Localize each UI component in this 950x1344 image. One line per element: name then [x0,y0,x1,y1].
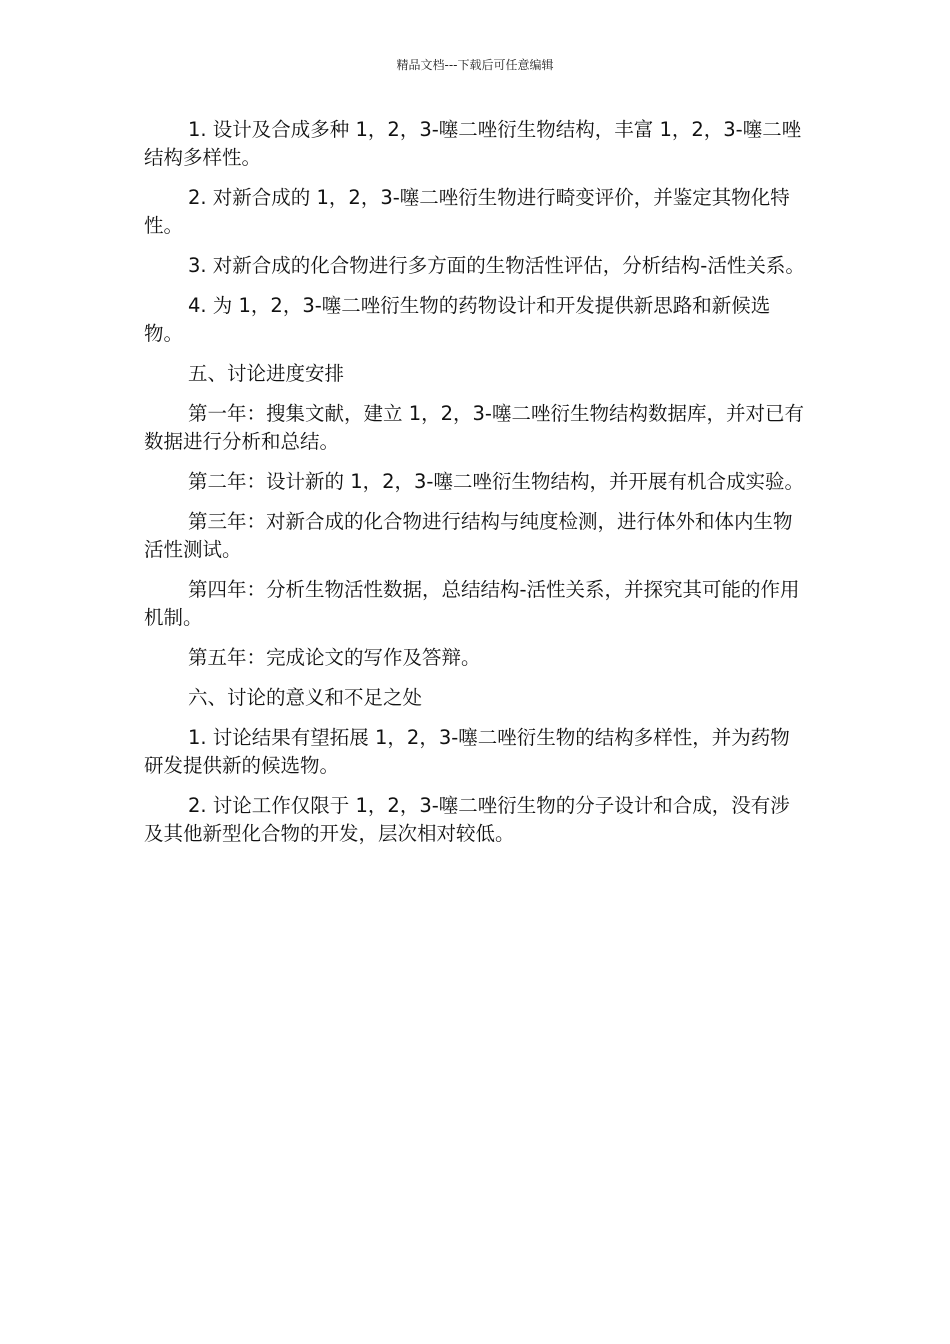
page-header: 精品文档---下载后可任意编辑 [396,58,554,72]
section-heading-significance: 六、讨论的意义和不足之处 [188,686,423,709]
objective-2: 2. 对新合成的 1，2，3-噻二唑衍生物进行畸变评价，并鉴定其物化特性。 [144,186,790,237]
objective-3: 3. 对新合成的化合物进行多方面的生物活性评估，分析结构-活性关系。 [188,254,805,277]
schedule-year-1: 第一年：搜集文献，建立 1，2，3-噻二唑衍生物结构数据库，并对已有数据进行分析和总结。 [144,402,804,453]
schedule-year-2: 第二年：设计新的 1，2，3-噻二唑衍生物结构，并开展有机合成实验。 [188,470,804,493]
significance-item-1: 1. 讨论结果有望拓展 1，2，3-噻二唑衍生物的结构多样性，并为药物研发提供新的候选物。 [144,726,790,777]
objective-1: 1. 设计及合成多种 1，2，3-噻二唑衍生物结构，丰富 1，2，3-噻二唑结构多样性。 [144,118,802,169]
significance-item-2: 2. 讨论工作仅限于 1，2，3-噻二唑衍生物的分子设计和合成，没有涉及其他新型化合物的开发，层次相对较低。 [144,794,790,845]
schedule-year-3: 第三年：对新合成的化合物进行结构与纯度检测，进行体外和体内生物活性测试。 [144,510,793,561]
schedule-year-5: 第五年：完成论文的写作及答辩。 [188,646,481,669]
section-heading-schedule: 五、讨论进度安排 [188,362,345,385]
document-body [144,116,808,860]
objective-4: 4. 为 1，2，3-噻二唑衍生物的药物设计和开发提供新思路和新候选物。 [144,294,771,345]
schedule-year-4: 第四年：分析生物活性数据，总结结构-活性关系，并探究其可能的作用机制。 [144,578,800,629]
